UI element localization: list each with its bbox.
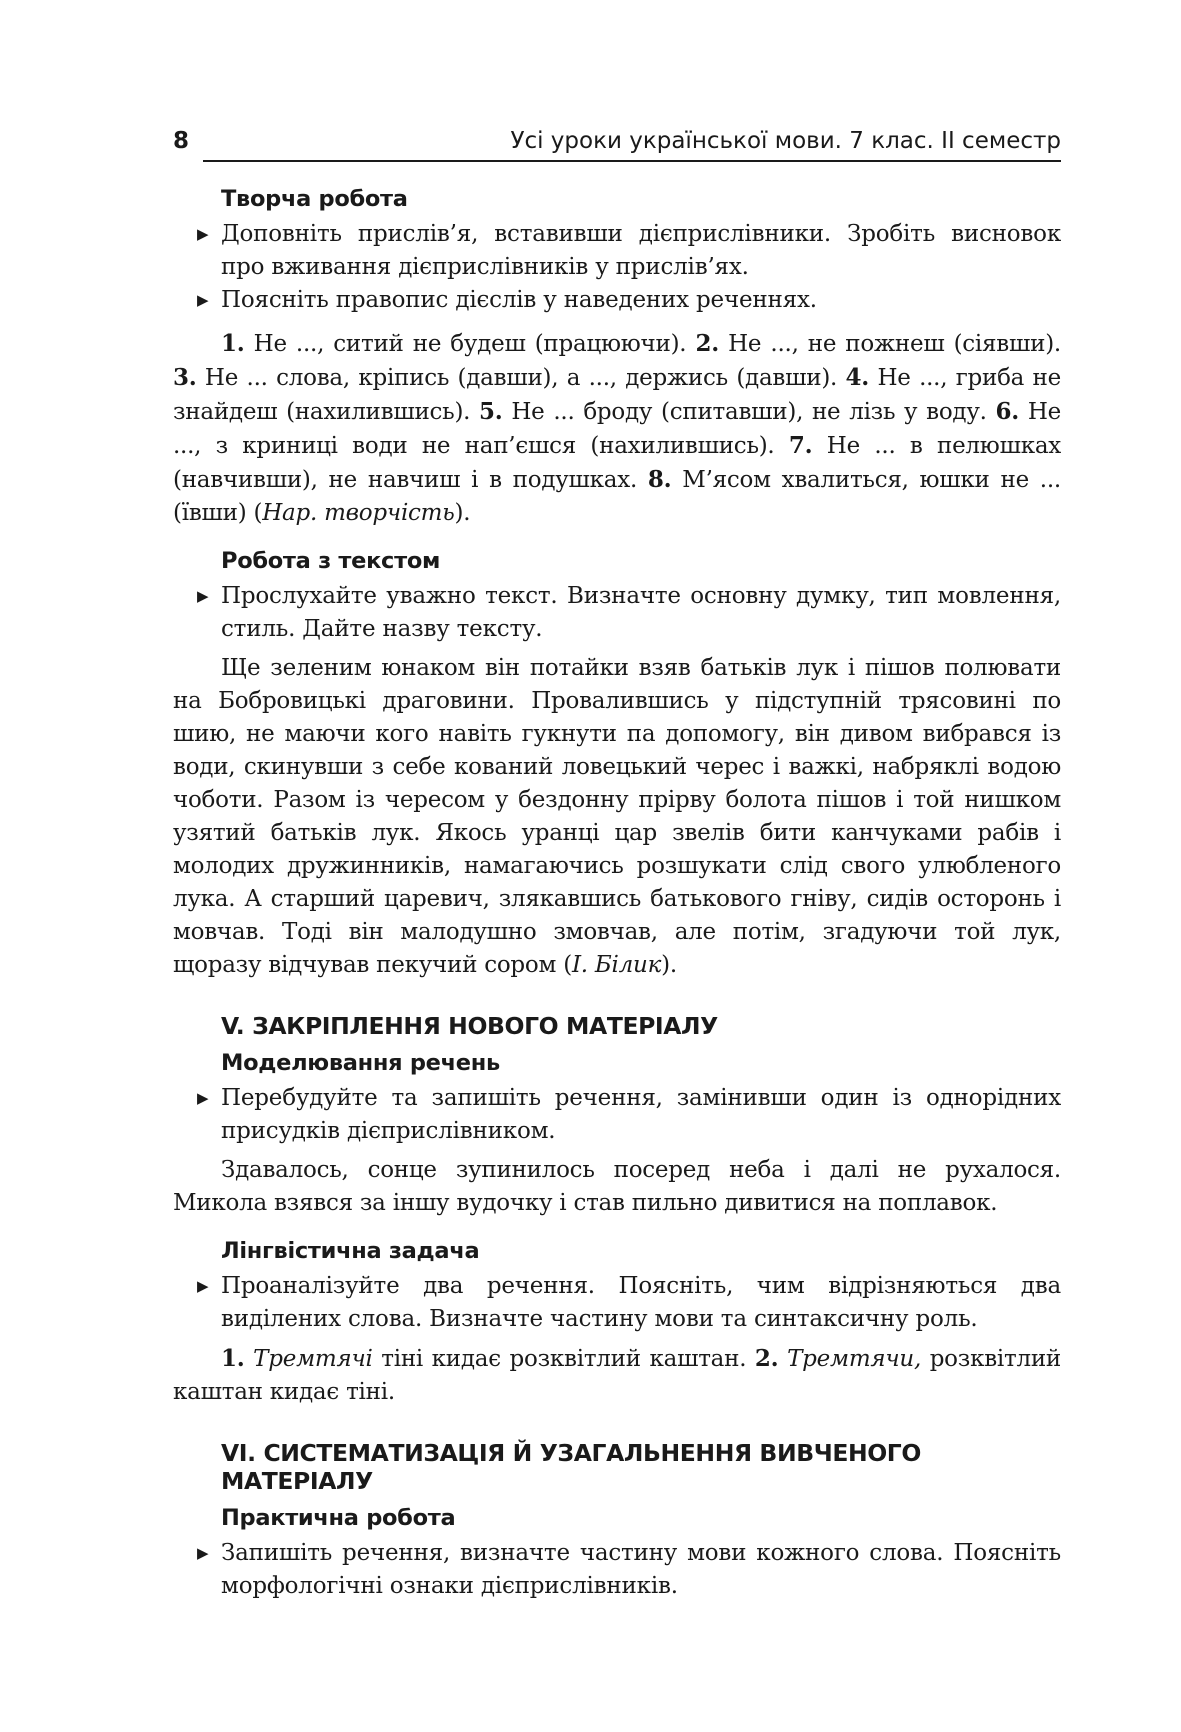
source-close: ). xyxy=(454,500,471,526)
triangle-right-icon: ▶ xyxy=(197,225,209,243)
item-number: 4. xyxy=(845,364,870,391)
triangle-right-icon: ▶ xyxy=(197,1544,209,1562)
task-text: Поясніть правопис дієслів у наведених реченнях. xyxy=(221,287,817,313)
page-number: 8 xyxy=(173,128,190,154)
proverbs-paragraph xyxy=(173,327,1061,530)
task-text: Перебудуйте та запишіть речення, замінивши один із однорідних присудків дієприслівником. xyxy=(221,1085,1061,1144)
task-text: Прослухайте уважно текст. Визначте основну думку, тип мовлення, стиль. Дайте назву тексту. xyxy=(221,583,1061,642)
item-number: 3. xyxy=(173,364,197,391)
triangle-right-icon: ▶ xyxy=(197,1089,209,1107)
task-text: Запишіть речення, визначте частину мови кожного слова. Поясніть морфологічні ознаки дієприслівників. xyxy=(221,1540,1061,1599)
proverb-text: Не ... слова, кріпись (давши), а ..., держись (давши). xyxy=(196,365,846,391)
task-text: Проаналізуйте два речення. Поясніть, чим відрізняються два виділених слова. Визначте частину мови та синтаксичну роль. xyxy=(221,1273,1061,1332)
triangle-right-icon: ▶ xyxy=(197,1277,209,1295)
item-number: 6. xyxy=(995,398,1020,425)
item-number: 8. xyxy=(647,466,672,493)
item-number: 1. xyxy=(221,1345,245,1372)
linguistic-paragraph xyxy=(173,1342,1061,1409)
proverb-text: Не ..., не пожнеш (сіявши). xyxy=(718,331,1061,357)
source-citation: Нар. творчість xyxy=(262,500,455,526)
section-v-title: V. ЗАКРІПЛЕННЯ НОВОГО МАТЕРІАЛУ xyxy=(221,1012,718,1040)
triangle-right-icon: ▶ xyxy=(197,291,209,309)
story-end: ). xyxy=(661,952,677,978)
heading-sentence-modeling: Моделювання речень xyxy=(221,1050,500,1076)
proverb-text: М’ясом хвалиться, юшки не ... (ївши) ( xyxy=(173,467,1061,526)
item-number: 2. xyxy=(754,1345,779,1372)
section-vi-title: VI. СИСТЕМАТИЗАЦІЯ Й УЗАГАЛЬНЕННЯ ВИВЧЕНОГО МАТЕРІАЛУ xyxy=(221,1439,921,1495)
running-header xyxy=(173,128,1061,160)
item-number: 5. xyxy=(479,398,503,425)
story-paragraph xyxy=(173,652,1061,982)
item-number: 1. xyxy=(221,330,245,357)
proverb-text: Не ..., гриба не знайдеш (нахилившись). xyxy=(173,365,1061,425)
sentence-text: розквітлий каштан кидає тіні. xyxy=(173,1346,1061,1405)
task-item xyxy=(173,580,1061,646)
task-item xyxy=(173,1082,1061,1148)
heading-practical-work: Практична робота xyxy=(221,1505,456,1531)
sentence-text: тіні кидає розквітлий каштан. xyxy=(372,1346,755,1372)
proverb-text: Не ..., з криниці води не нап’єшся (нахилившись). xyxy=(173,399,1061,459)
item-number: 2. xyxy=(695,330,719,357)
proverb-text: Не ... в пелюшках (навчивши), не навчиш і в подушках. xyxy=(173,433,1062,493)
proverb-text: Не ... броду (спитавши), не лізь у воду. xyxy=(502,399,996,425)
triangle-right-icon: ▶ xyxy=(197,587,209,605)
header-title: Усі уроки української мови. 7 клас. ІІ семестр xyxy=(203,128,1061,162)
highlighted-word: Тремтячі xyxy=(253,1346,373,1372)
task-text: Доповніть прислів’я, вставивши дієприслівники. Зробіть висновок про вживання дієприслівників у прислів’ях. xyxy=(221,221,1061,280)
page xyxy=(173,128,1061,1603)
heading-text-work: Робота з текстом xyxy=(221,548,441,574)
task-item xyxy=(173,1270,1061,1336)
story-text: Ще зеленим юнаком він потайки взяв батьків лук і пішов полювати на Бобровицькі драговини. Провалившись у підступній трясовині по шию, не маючи кого навіть гукнути па допомогу, він дивом вибрався із води, скинувши з себе кований ловецький черес і важкі, набряклі водою чоботи. Разом із чересом у бездонну прірву болота пішов і той нишком узятий батьків лук. Якось уранці цар звелів бити канчуками рабів і молодих дружинників, намагаючись розшукати слід свого улюбленого лука. А старший царевич, злякавшись батькового гніву, сидів осторонь і мовчав. Тоді він малодушно змовчав, але потім, згадуючи той лук, щоразу відчував пекучий сором ( xyxy=(173,655,1061,978)
task-item xyxy=(173,284,1061,317)
author-citation: І. Білик xyxy=(571,952,662,978)
task-item xyxy=(173,218,1061,284)
proverb-text: Не ..., ситий не будеш (працюючи). xyxy=(244,331,696,357)
modeling-paragraph: Здавалось, сонце зупинилось посеред неба і далі не рухалося. Микола взявся за іншу вудочку і став пильно дивитися на поплавок. xyxy=(173,1157,1061,1216)
heading-creative-work: Творча робота xyxy=(221,186,408,212)
task-item xyxy=(173,1537,1061,1603)
item-number: 7. xyxy=(788,432,813,459)
heading-linguistic-task: Лінгвістична задача xyxy=(221,1238,480,1264)
highlighted-word: Тремтячи, xyxy=(787,1346,922,1372)
